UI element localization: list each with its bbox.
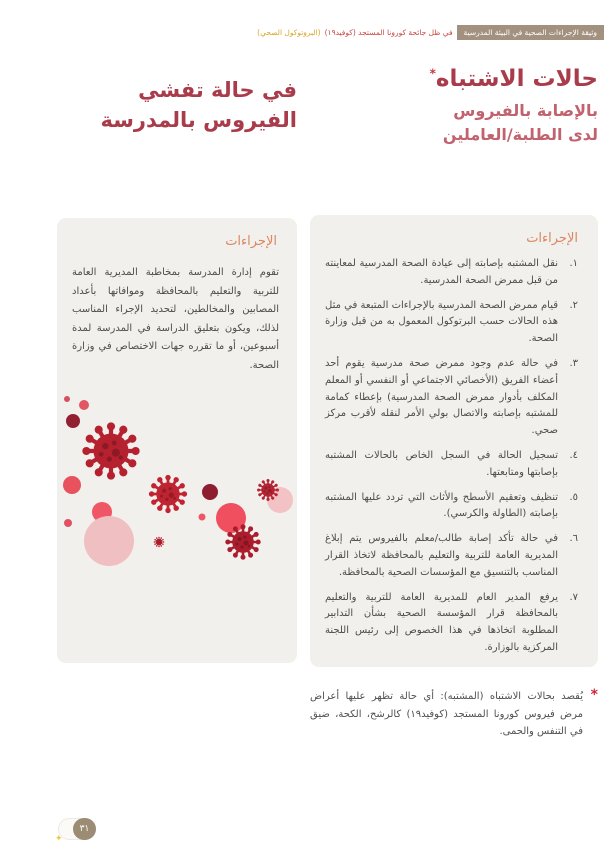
list-item: ٤. تسجيل الحالة في السجل الخاص بالحالات المشتبه بإصابتها ومتابعتها. bbox=[325, 449, 578, 478]
header-doc-subtitle: في ظل جائحة كورونا المستجد (كوفيد١٩) bbox=[324, 28, 453, 37]
outbreak-procedures-panel bbox=[57, 218, 297, 663]
sparkle-icon: ✦ bbox=[55, 834, 63, 844]
procedures-section-title: الإجراءات bbox=[225, 234, 277, 249]
header-protocol-label: (البروتوكول الصحي) bbox=[257, 28, 321, 37]
list-item: ٢. قيام ممرض الصحة المدرسية بالإجراءات المتبعة في مثل هذه الحالات حسب البرتوكول المعمول به من قبل وزارة الصحة. bbox=[325, 299, 578, 345]
suspected-cases-heading bbox=[430, 66, 598, 148]
page-number: ٣١ bbox=[73, 818, 96, 840]
page-number-badge bbox=[55, 818, 96, 844]
header-doc-title: وثيقة الإجراءات الصحية في البيئة المدرسية bbox=[457, 25, 604, 40]
list-item: ٦. في حالة تأكد إصابة طالب/معلم بالفيروس يتم إبلاغ المديرية العامة للتربية والتعليم بالمحافظة لاتخاذ القرار المناسب بالتنسيق مع المؤسسات الصحية بالمحافظة. bbox=[325, 533, 578, 578]
list-item: ٥. تنظيف وتعقيم الأسطح والأثاث التي تردد عليها المشتبه بإصابته (الطاولة والكرسي). bbox=[325, 491, 578, 520]
procedures-section-title: الإجراءات bbox=[526, 231, 578, 246]
list-item: ٧. يرفع المدير العام للمديرية العامة للتربية والتعليم بالمحافظة قرار المؤسسة الصحية بشأن التدابير المطلوبة اتخاذها في هذا الخصوص إلى رئيس اللجنة المركزية بالوزارة. bbox=[325, 591, 578, 653]
outbreak-heading: في حالة تفشي الفيروس بالمدرسة bbox=[100, 78, 297, 132]
list-item: ٣. في حالة عدم وجود ممرض صحة مدرسية يقوم أحد أعضاء الفريق (الأخصائي الاجتماعي أو النفسي أو المعلم المكلف بأدوار ممرض الصحة المدرسية) بإعطاء كمامة للمشتبه بإصابته والاتصال بولي الأمر لنقله لأقرب مركز صحي. bbox=[325, 357, 578, 437]
footnote-reference-asterisk: * bbox=[429, 66, 436, 81]
running-header bbox=[257, 25, 604, 40]
list-item: ١. نقل المشتبه بإصابته إلى عيادة الصحة المدرسية لمعاينته من قبل ممرض الصحة المدرسية. bbox=[325, 258, 578, 286]
suspected-cases-procedures-panel bbox=[310, 215, 598, 667]
footnote-text: يُقصد بحالات الاشتباه (المشتبه): أي حالة تظهر عليها أعراض مرض فيروس كورونا المستجد (كوفيد١٩) كالرشح، الكحة، ضيق في التنفس والحمى. bbox=[310, 691, 583, 737]
page-title: حالات الاشتباه* bbox=[429, 66, 598, 92]
outbreak-procedure-paragraph: تقوم إدارة المدرسة بمخاطبة المديرية العامة للتربية والتعليم بالمحافظة وموافاتها بأعداد المصابين والمخالطين، لتحديد الإجراء المناسب لذلك، ويكون بتعليق الدراسة في المدرسة لمدة أسبوعين، أو ما تقرره جهات الاختصاص في وزارة الصحة. bbox=[72, 267, 279, 371]
page-subtitle: بالإصابة بالفيروس لدى الطلبة/العاملين bbox=[442, 100, 598, 145]
procedures-list bbox=[310, 252, 598, 657]
footnote bbox=[310, 688, 598, 741]
footnote-asterisk: * bbox=[590, 687, 598, 703]
